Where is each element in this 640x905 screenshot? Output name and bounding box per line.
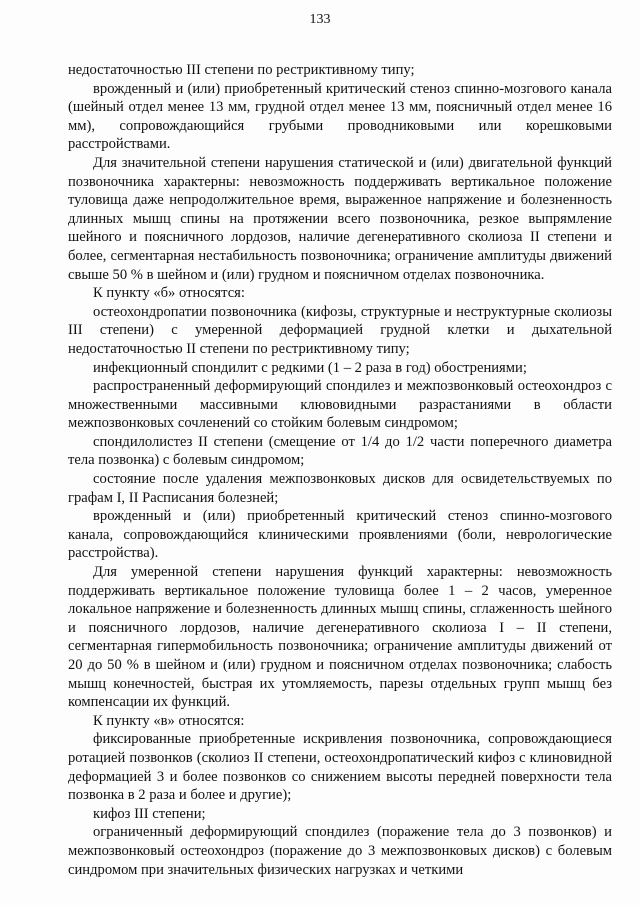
paragraph: фиксированные приобретенные искривления позвоночника, сопровождающиеся ротацией позвонков (сколиоз II степени, остеохондропатический кифоз с клиновидной деформацией 3 и более позвонков со снижением высоты передней поверхности тела позвонка в 2 раза и более и другие);	[68, 731, 612, 804]
paragraph: спондилолистез II степени (смещение от 1/4 до 1/2 части поперечного диаметра тела позвонка) с болевым синдромом;	[68, 433, 612, 469]
paragraph: Для значительной степени нарушения статической и (или) двигательной функций позвоночника характерны: невозможность поддерживать вертикальное положение туловища даже непродолжительное время, выраженное напряжение и болезненность длинных мышц спины на протяжении всего позвоночника, резкое выпрямление шейного и поясничного лордозов, наличие дегенеративного сколиоза II степени и более, сегментарная нестабильность позвоночника; ограничение амплитуды движений свыше 50 % в шейном и (или) грудном и поясничном отделах позвоночника.	[68, 154, 612, 283]
paragraph: состояние после удаления межпозвонковых дисков для освидетельствуемых по графам I, II Расписания болезней;	[68, 471, 612, 506]
paragraph: К пункту «б» относятся:	[93, 285, 245, 302]
paragraph: К пункту «в» относятся:	[93, 712, 245, 729]
paragraph: остеохондропатии позвоночника (кифозы, структурные и неструктурные сколиозы III степени) с умеренной деформацией грудной клетки и дыхательной недостаточностью II степени по рестриктивному типу;	[68, 303, 612, 357]
body-text	[68, 61, 612, 879]
paragraph: кифоз III степени;	[93, 805, 206, 822]
paragraph: инфекционный спондилит с редкими (1 – 2 раза в год) обострениями;	[93, 359, 527, 376]
page-number: 133	[309, 12, 331, 27]
paragraph: распространенный деформирующий спондилез и межпозвонковый остеохондроз с множественными массивными клювовидными разрастаниями в области межпозвонковых сочленений со стойким болевым синдромом;	[68, 378, 612, 432]
paragraph: ограниченный деформирующий спондилез (поражение тела до 3 позвонков) и межпозвонковый остеохондроз (поражение до 3 межпозвонковых дисков) с болевым синдромом при значительных физических нагрузках и четкими	[68, 824, 612, 878]
paragraph: Для умеренной степени нарушения функций характерны: невозможность поддерживать вертикальное положение туловища более 1 – 2 часов, умеренное локальное напряжение и болезненность длинных мышц спины, сглаженность шейного и поясничного лордозов, наличие дегенеративного сколиоза I – II степени, сегментарная гипермобильность позвоночника; ограничение амплитуды движений от 20 до 50 % в шейном и (или) грудном и поясничном отделах позвоночника; слабость мышц конечностей, быстрая их утомляемость, парезы отдельных групп мышц без компенсации их функций.	[68, 564, 612, 711]
paragraph: недостаточностью III степени по рестриктивному типу;	[68, 62, 415, 78]
paragraph: врожденный и (или) приобретенный критический стеноз спинно-мозгового канала (шейный отдел менее 13 мм, грудной отдел менее 13 мм, поясничный отдел менее 16 мм), сопровождающийся грубыми проводниковыми или корешковыми расстройствами.	[68, 80, 612, 153]
paragraph: врожденный и (или) приобретенный критический стеноз спинно-мозгового канала, сопровождающийся клиническими проявлениями (боли, неврологические расстройства).	[68, 508, 612, 562]
